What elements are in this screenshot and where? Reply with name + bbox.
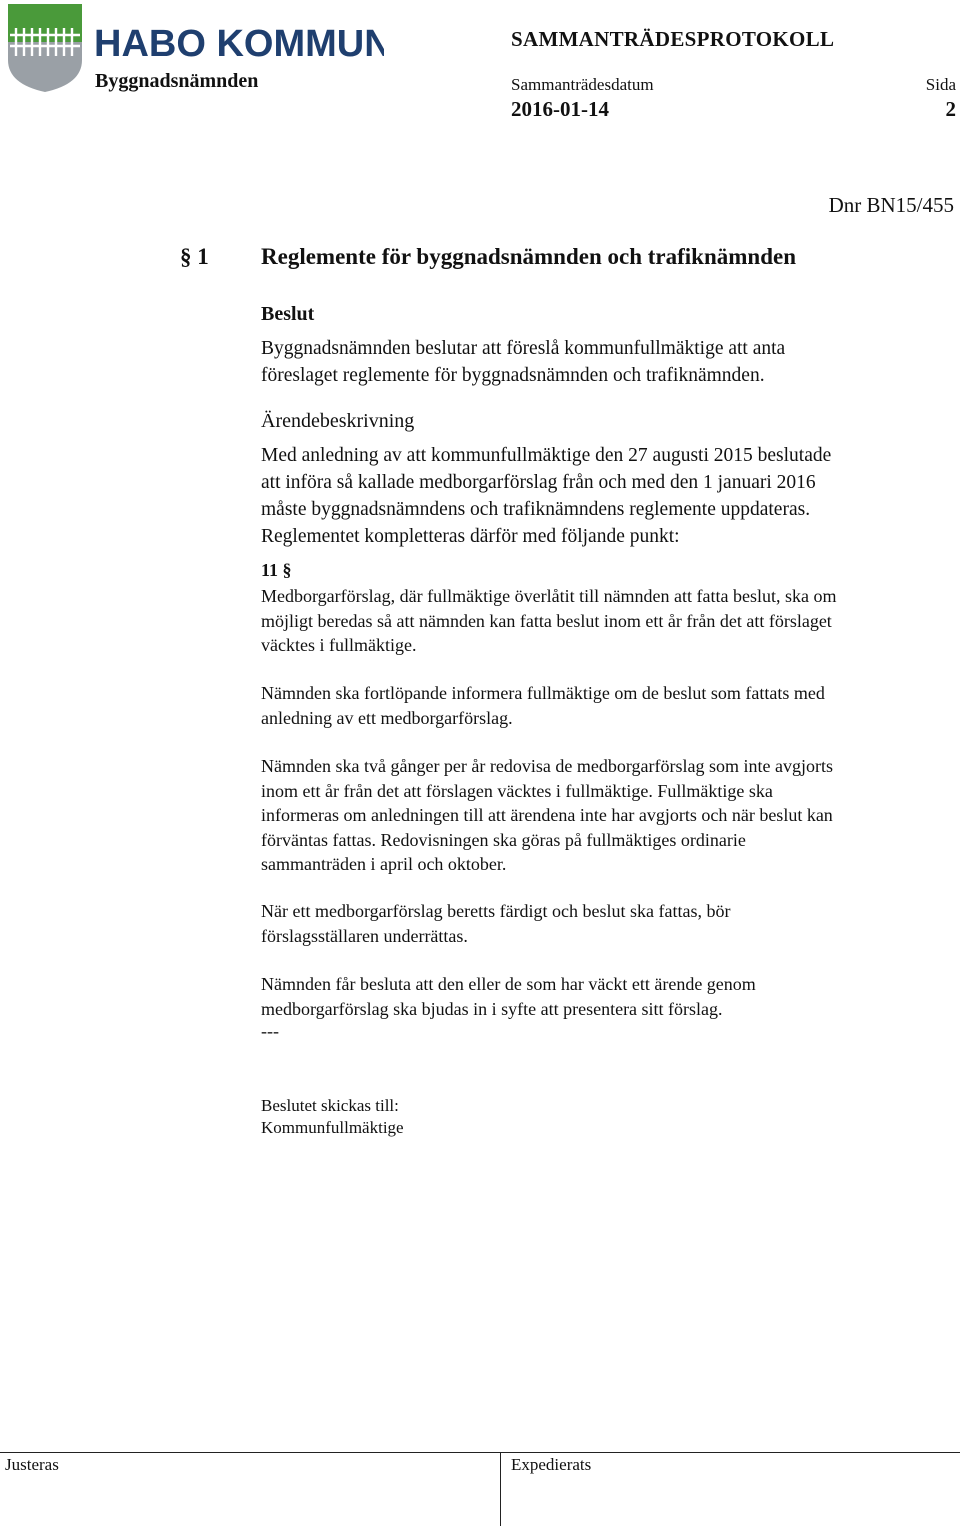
point-line: anledning av ett medborgarförslag. [261,707,513,728]
point-paragraph-5 [261,972,951,1021]
point-paragraph-1 [261,584,951,658]
separator-text: --- [261,1021,279,1041]
decision-heading: Beslut [261,303,315,325]
date-label: Sammanträdesdatum [511,75,654,94]
document-type: SAMMANTRÄDESPROTOKOLL [511,27,835,51]
case-reference: Dnr BN15/455 [828,193,954,217]
expedierats-label: Expedierats [511,1455,592,1474]
point-line: medborgarförslag ska bjudas in i syfte att presentera sitt förslag. [261,998,723,1019]
point-line: Nämnden får besluta att den eller de som har väckt ett ärende genom [261,974,756,994]
point-line: förslagsställaren underrättas. [261,925,468,946]
point-line: Medborgarförslag, där fullmäktige överlåtit till nämnden att fatta beslut, ska om [261,586,837,606]
sent-to-value: Kommunfullmäktige [261,1118,404,1137]
point-paragraph-4 [261,899,951,948]
description-text [261,442,951,550]
description-line: måste byggnadsnämndens och trafiknämndens reglemente uppdateras. [261,499,811,520]
logo-wordmark: HABO KOMMUN [94,23,384,65]
decision-line: Byggnadsnämnden beslutar att föreslå kommunfullmäktige att anta [261,338,786,359]
description-heading: Ärendebeskrivning [261,410,415,432]
point-line: Nämnden ska två gånger per år redovisa de medborgarförslag som inte avgjorts [261,756,833,776]
page-label: Sida [925,75,956,94]
date-value: 2016-01-14 [511,97,609,121]
point-line: väcktes i fullmäktige. [261,635,417,655]
sent-to-label: Beslutet skickas till: [261,1096,399,1115]
point-line: Nämnden ska fortlöpande informera fullmäktige om de beslut som fattats med [261,683,825,703]
point-line: förväntas fattas. Redovisningen ska göras på fullmäktiges ordinarie [261,829,746,850]
paragraph-number: § 1 [180,244,209,269]
point-line: När ett medborgarförslag beretts färdigt och beslut ska fattas, bör [261,901,731,921]
decision-text [261,335,951,389]
point-paragraph-2 [261,681,951,730]
description-line: Med anledning av att kommunfullmäktige den 27 augusti 2015 beslutade [261,445,832,466]
footer-divider [0,1452,960,1453]
description-line: att införa så kallade medborgarförslag från och med den 1 januari 2016 [261,472,816,493]
justeras-label: Justeras [5,1455,59,1474]
footer-column-divider [500,1452,501,1526]
section-title: Reglemente för byggnadsnämnden och trafiknämnden [261,244,796,269]
point-line: inom ett år från det att förslagen väcktes i fullmäktige. Fullmäktige ska [261,780,773,801]
point-line: informeras om anledningen till att ärendena inte har avgjorts och när beslut kan [261,805,833,825]
page-value: 2 [945,97,956,121]
description-line: Reglementet kompletteras därför med följande punkt: [261,526,680,547]
point-line: möjligt beredas så att nämnden kan fatta beslut inom ett år från det att förslaget [261,610,832,631]
decision-line: föreslaget reglemente för byggnadsnämnden och trafiknämnden. [261,365,765,386]
point-number: 11 § [261,560,292,580]
point-paragraph-3 [261,754,951,877]
point-line: sammanträden i april och oktober. [261,854,507,874]
organization-name: Byggnadsnämnden [95,70,259,92]
